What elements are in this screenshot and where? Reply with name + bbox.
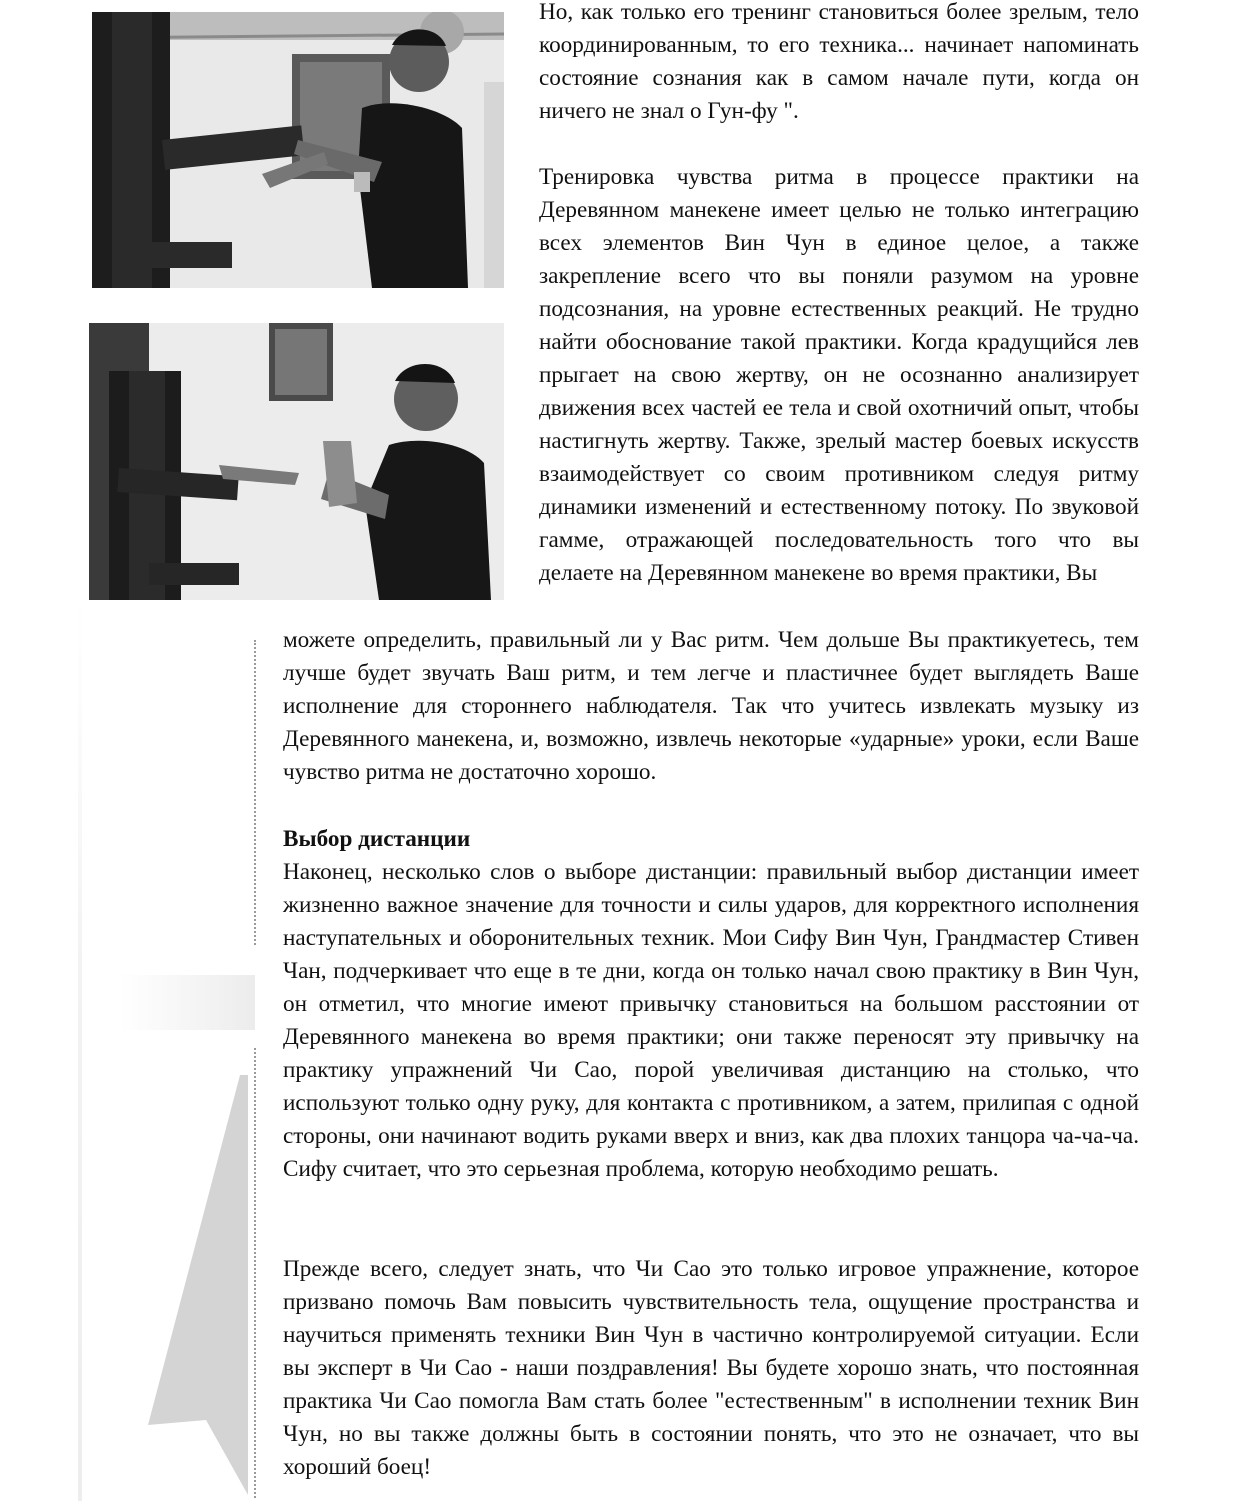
intro-paragraph: Но, как только его тренинг становиться более зрелым, тело координированным, то его техника... начинает напоминать состояние сознания как в самом начале пути, когда он ничего не знал о Гун-фу ". xyxy=(539,0,1139,124)
wooden-dummy-photo-1 xyxy=(92,12,504,288)
distance-paragraph: Наконец, несколько слов о выборе дистанции: правильный выбор дистанции имеет жизненно важное значение для точности и силы ударов, для корректного исполнения наступательных и оборонительных техник. Мои Сифу Вин Чун, Грандмастер Стивен Чан, подчеркивает что еще в те дни, когда он только начал свою практику в Вин Чун, он отметил, что многие имеют привычку становиться на большом расстоянии от Деревянного манекена во время практики; они также переносят эту привычку на практику упражнений Чи Сао, порой увеличивая дистанцию на столько, что используют только одну руку, для контакта с противником, а затем, прилипая с одной стороны, они начинают водить руками вверх и вниз, как два плохих танцора ча-ча-ча. Сифу считает, что это серьезная проблема, которую необходимо решать. xyxy=(283,859,1139,1182)
decorative-arrow-shape xyxy=(148,1075,248,1495)
decorative-band xyxy=(78,600,82,1501)
dotted-rule-lower xyxy=(254,1048,256,1498)
dotted-rule-upper xyxy=(254,640,256,945)
wooden-dummy-photo-2 xyxy=(89,323,504,600)
rhythm-paragraph-part-1: Тренировка чувства ритма в процессе практики на Деревянном манекене имеет целью не только интеграцию всех элементов Вин Чун в единое целое, а также закрепление всего что вы поняли разумом на уровне подсознания, на уровне естественных реакций. Не трудно найти обоснование такой практики. Когда крадущийся лев прыгает на свою жертву, он не осознанно анализирует движения всех частей ее тела и свой охотничий опыт, чтобы настигнуть жертву. Также, зрелый мастер боевых искусств взаимодействует со своим противником следуя ритму динамики изменений и естественному потоку. По звуковой гамме, отражающей последовательность того что вы делаете на Деревянном манекене во время практики, Вы xyxy=(539,164,1139,586)
rhythm-paragraph-part-2: можете определить, правильный ли у Вас ритм. Чем дольше Вы практикуетесь, тем лучше будет звучать Ваш ритм, и тем легче и пластичнее будет выглядеть Ваше исполнение для стороннего наблюдателя. Так что учитесь извлекать музыку из Деревянного манекена, и, возможно, извлечь некоторые «ударные» уроки, если Ваше чувство ритма не достаточно хорошо. xyxy=(283,627,1139,785)
decorative-gray-fade xyxy=(120,975,255,1030)
chisao-paragraph: Прежде всего, следует знать, что Чи Сао это только игровое упражнение, которое призвано помочь Вам повысить чувствительность тела, ощущение пространства и научиться применять техники Вин Чун в частично контролируемой ситуации. Если вы эксперт в Чи Сао - наши поздравления! Вы будете хорошо знать, что постоянная практика Чи Сао помогла Вам стать более "естественным" в исполнении техник Вин Чун, но вы также должны быть в состоянии понять, что это не означает, что вы хороший боец! xyxy=(283,1256,1139,1480)
section-heading-distance: Выбор дистанции xyxy=(283,826,471,852)
